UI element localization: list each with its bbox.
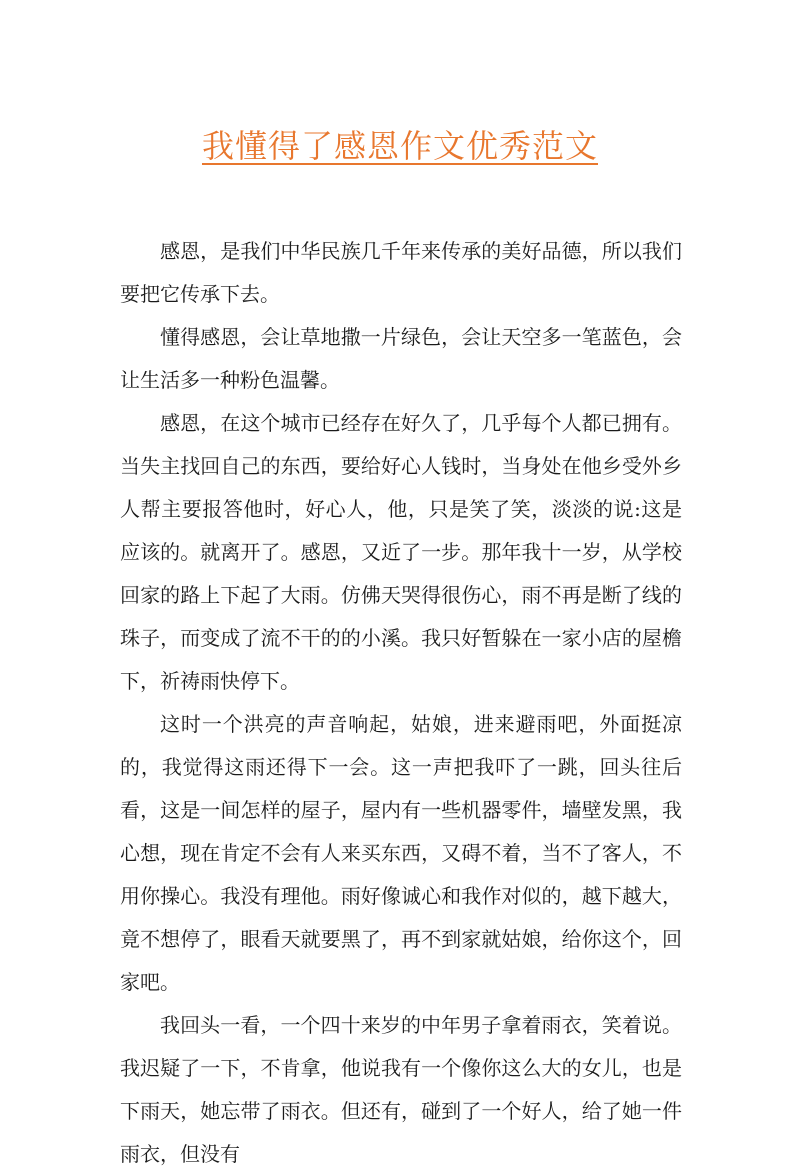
- document-title: 我懂得了感恩作文优秀范文: [201, 127, 598, 165]
- paragraph-4: 这时一个洪亮的声音响起，姑娘，进来避雨吧，外面挺凉的，我觉得这雨还得下一会。这一声把我吓了一跳，回头往后看，这是一间怎样的屋子，屋内有一些机器零件，墙壁发黑，我心想，现在肯定不会有人来买东西，又碍不着，当不了客人，不用你操心。我没有理他。雨好像诚心和我作对似的，越下越大，竟不想停了，眼看天就要黑了，再不到家就姑娘，给你这个，回家吧。: [120, 712, 682, 994]
- paragraph-3: 感恩，在这个城市已经存在好久了，几乎每个人都已拥有。当失主找回自己的东西，要给好心人钱时，当身处在他乡受外乡人帮主要报答他时，好心人，他，只是笑了笑，淡淡的说:这是应该的。就离开了。感恩，又近了一步。那年我十一岁，从学校回家的路上下起了大雨。仿佛天哭得很伤心，雨不再是断了线的珠子，而变成了流不干的的小溪。我只好暂躲在一家小店的屋檐下，祈祷雨快停下。: [120, 411, 682, 693]
- paragraph-1: 感恩，是我们中华民族几千年来传承的美好品德，所以我们要把它传承下去。: [120, 239, 682, 306]
- paragraph-5: 我回头一看，一个四十来岁的中年男子拿着雨衣，笑着说。我迟疑了一下，不肯拿，他说我有一个像你这么大的女儿，也是下雨天，她忘带了雨衣。但还有，碰到了一个好人，给了她一件雨衣，但没有: [120, 1013, 682, 1166]
- document-body: [120, 230, 682, 1176]
- paragraph-2: 懂得感恩，会让草地撒一片绿色，会让天空多一笔蓝色，会让生活多一种粉色温馨。: [120, 325, 682, 392]
